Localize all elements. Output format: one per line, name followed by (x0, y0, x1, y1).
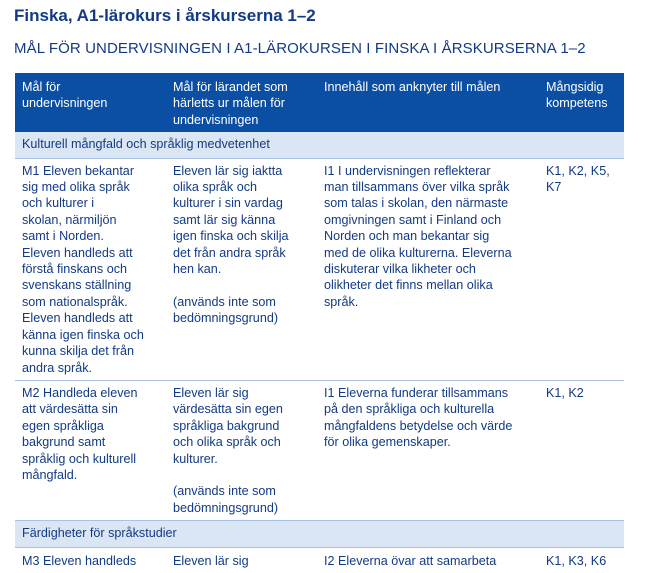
page-title: Finska, A1-lärokurs i årskurserna 1–2 (14, 6, 316, 25)
goal-cell: M1 Eleven bekantar sig med olika språk och kulturer i skolan, närmiljön samt i Norden. Eleven handleds att förstå finskans och svenskans ställning som nationalspråk. Eleven handleds att känna igen finska och kunna skilja det från andra språk. (15, 158, 166, 380)
section-heading: MÅL FÖR UNDERVISNINGEN I A1-LÄROKURSEN I FINSKA I ÅRSKURSERNA 1–2 (14, 40, 586, 57)
table-row (15, 380, 624, 520)
section-row (15, 521, 624, 547)
header-competence: Mångsidig kompetens (539, 73, 624, 132)
content-cell: I1 I undervisningen reflekterar man tillsammans över vilka språk som talas i skolan, den närmaste omgivningen samt i Finland och Norden och man bekantar sig med de olika kulturerna. Eleverna diskuterar vilka likheter och olikheter det finns mellan olika språk. (317, 158, 539, 380)
header-content: Innehåll som anknyter till målen (317, 73, 539, 132)
competence-cell: K1, K3, K6 (546, 553, 607, 568)
learning-cell: Eleven lär sig iaktta olika språk och kulturer i sin vardag samt lär sig känna igen finska och skilja det från andra språk hen kan. (används inte som bedömningsgrund) (166, 158, 317, 380)
goal-cell: M2 Handleda eleven att värdesätta sin egen språkliga bakgrund samt språklig och kulturell mångfald. (15, 380, 166, 520)
table-row (15, 158, 624, 380)
table-header-row (15, 73, 624, 132)
competence-cell: K1, K2 (539, 380, 624, 520)
goal-cell: M3 Eleven handleds (22, 553, 137, 568)
header-goal: Mål för undervisningen (15, 73, 166, 132)
competence-cell: K1, K2, K5, K7 (539, 158, 624, 380)
content-cell: I1 Eleverna funderar tillsammans på den språkliga och kulturella mångfaldens betydelse och värde för olika gemenskaper. (317, 380, 539, 520)
content-cell: I2 Eleverna övar att samarbeta (324, 553, 497, 568)
section-label: Färdigheter för språkstudier (15, 521, 624, 547)
goals-table (15, 73, 624, 573)
header-learning: Mål för lärandet som härletts ur målen för undervisningen (166, 73, 317, 132)
section-label: Kulturell mångfald och språklig medvetenhet (15, 132, 624, 158)
learning-cell: Eleven lär sig (173, 553, 249, 568)
table-row (15, 547, 624, 573)
learning-cell: Eleven lär sig värdesätta sin egen språkliga bakgrund och olika språk och kulturer. (används inte som bedömningsgrund) (166, 380, 317, 520)
section-row (15, 132, 624, 158)
